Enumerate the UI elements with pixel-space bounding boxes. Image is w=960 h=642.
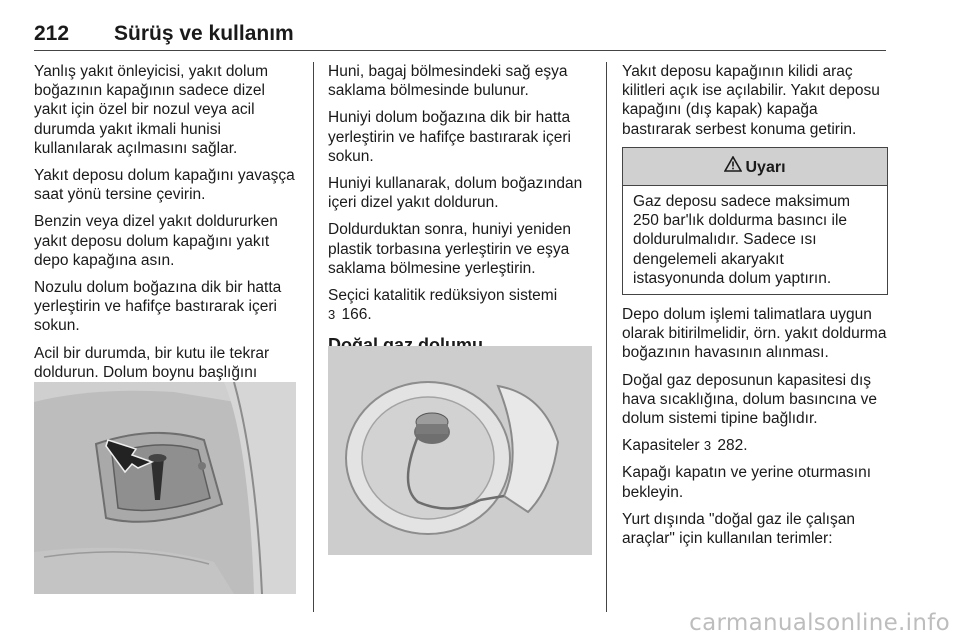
paragraph: Acil bir durumda, bir kutu ile tekrar doldurun. Dolum boynu başlığını <box>34 344 270 381</box>
warning-text: Gaz deposu sadece maksimum 250 bar'lık doldurma basıncı ile doldurulmalıdır. Sadece ısı dengelemeli akaryakıt istasyonunda dolum yaptırın. <box>633 193 851 287</box>
paragraph: Yurt dışında "doğal gaz ile çalışan araçlar" için kullanılan terimler: <box>622 510 855 548</box>
paragraph: Benzin veya dizel yakıt doldururken yakıt deposu dolum kapağını yakıt depo kapağına asın. <box>34 213 278 269</box>
page-reference-icon: 3 <box>703 438 712 454</box>
paragraph: Yanlış yakıt önleyicisi, yakıt dolum boğazının kapağının sadece dizel yakıt için özel bir nozul veya acil durumda yakıt ikmali hunisi kullanılarak açılmasını sağlar. <box>34 63 269 157</box>
page-number: 212 <box>34 22 70 45</box>
warning-icon <box>724 156 742 177</box>
cng-filler-illustration <box>328 346 592 555</box>
paragraph: Doğal gaz deposunun kapasitesi dış hava sıcaklığına, dolum basıncına ve dolum sistemi tipine bağlıdır. <box>622 371 878 428</box>
warning-box <box>622 147 888 295</box>
paragraph: Huniyi kullanarak, dolum boğazından içeri dizel yakıt doldurun. <box>328 175 583 212</box>
paragraph <box>328 286 594 324</box>
paragraph: Depo dolum işlemi talimatlara uygun olarak bitirilmelidir, örn. yakıt doldurma boğazının havasının alınması. <box>622 306 887 362</box>
column-2 <box>328 62 594 364</box>
paragraph <box>622 436 888 455</box>
paragraph: Yakıt deposu kapağının kilidi araç kilitleri açık ise açılabilir. Yakıt deposu kapağını (dış kapak) kapağa bastırarak serbest konuma getirin. <box>622 63 880 138</box>
paragraph: Nozulu dolum boğazına dik bir hatta yerleştirin ve hafifçe bastırarak içeri sokun. <box>34 279 282 335</box>
warning-title: Uyarı <box>745 158 786 176</box>
page-reference: 282. <box>717 437 748 455</box>
page-header <box>34 20 886 51</box>
column-divider <box>606 62 607 612</box>
column-divider <box>313 62 314 612</box>
page-reference: 166. <box>341 306 372 324</box>
column-1 <box>34 62 296 409</box>
paragraph: Huni, bagaj bölmesindeki sağ eşya saklama bölmesinde bulunur. <box>328 63 568 100</box>
watermark: carmanualsonline.info <box>689 610 950 636</box>
paragraph: Yakıt deposu dolum kapağını yavaşça saat yönü tersine çevirin. <box>34 167 295 204</box>
paragraph-text: Kapasiteler <box>622 437 700 455</box>
warning-header <box>623 148 887 186</box>
page-reference-icon: 3 <box>328 307 336 323</box>
column-3 <box>622 62 888 556</box>
paragraph: Kapağı kapatın ve yerine oturmasını bekleyin. <box>622 464 872 501</box>
chapter-title: Sürüş ve kullanım <box>114 22 294 45</box>
funnel-storage-illustration <box>34 382 296 594</box>
paragraph: Huniyi dolum boğazına dik bir hatta yerleştirin ve hafifçe bastırarak içeri sokun. <box>328 109 571 165</box>
paragraph: Doldurduktan sonra, huniyi yeniden plastik torbasına yerleştirin ve eşya saklama bölmesine yerleştirin. <box>328 221 571 277</box>
paragraph-text: Seçici katalitik redüksiyon sistemi <box>328 287 558 305</box>
